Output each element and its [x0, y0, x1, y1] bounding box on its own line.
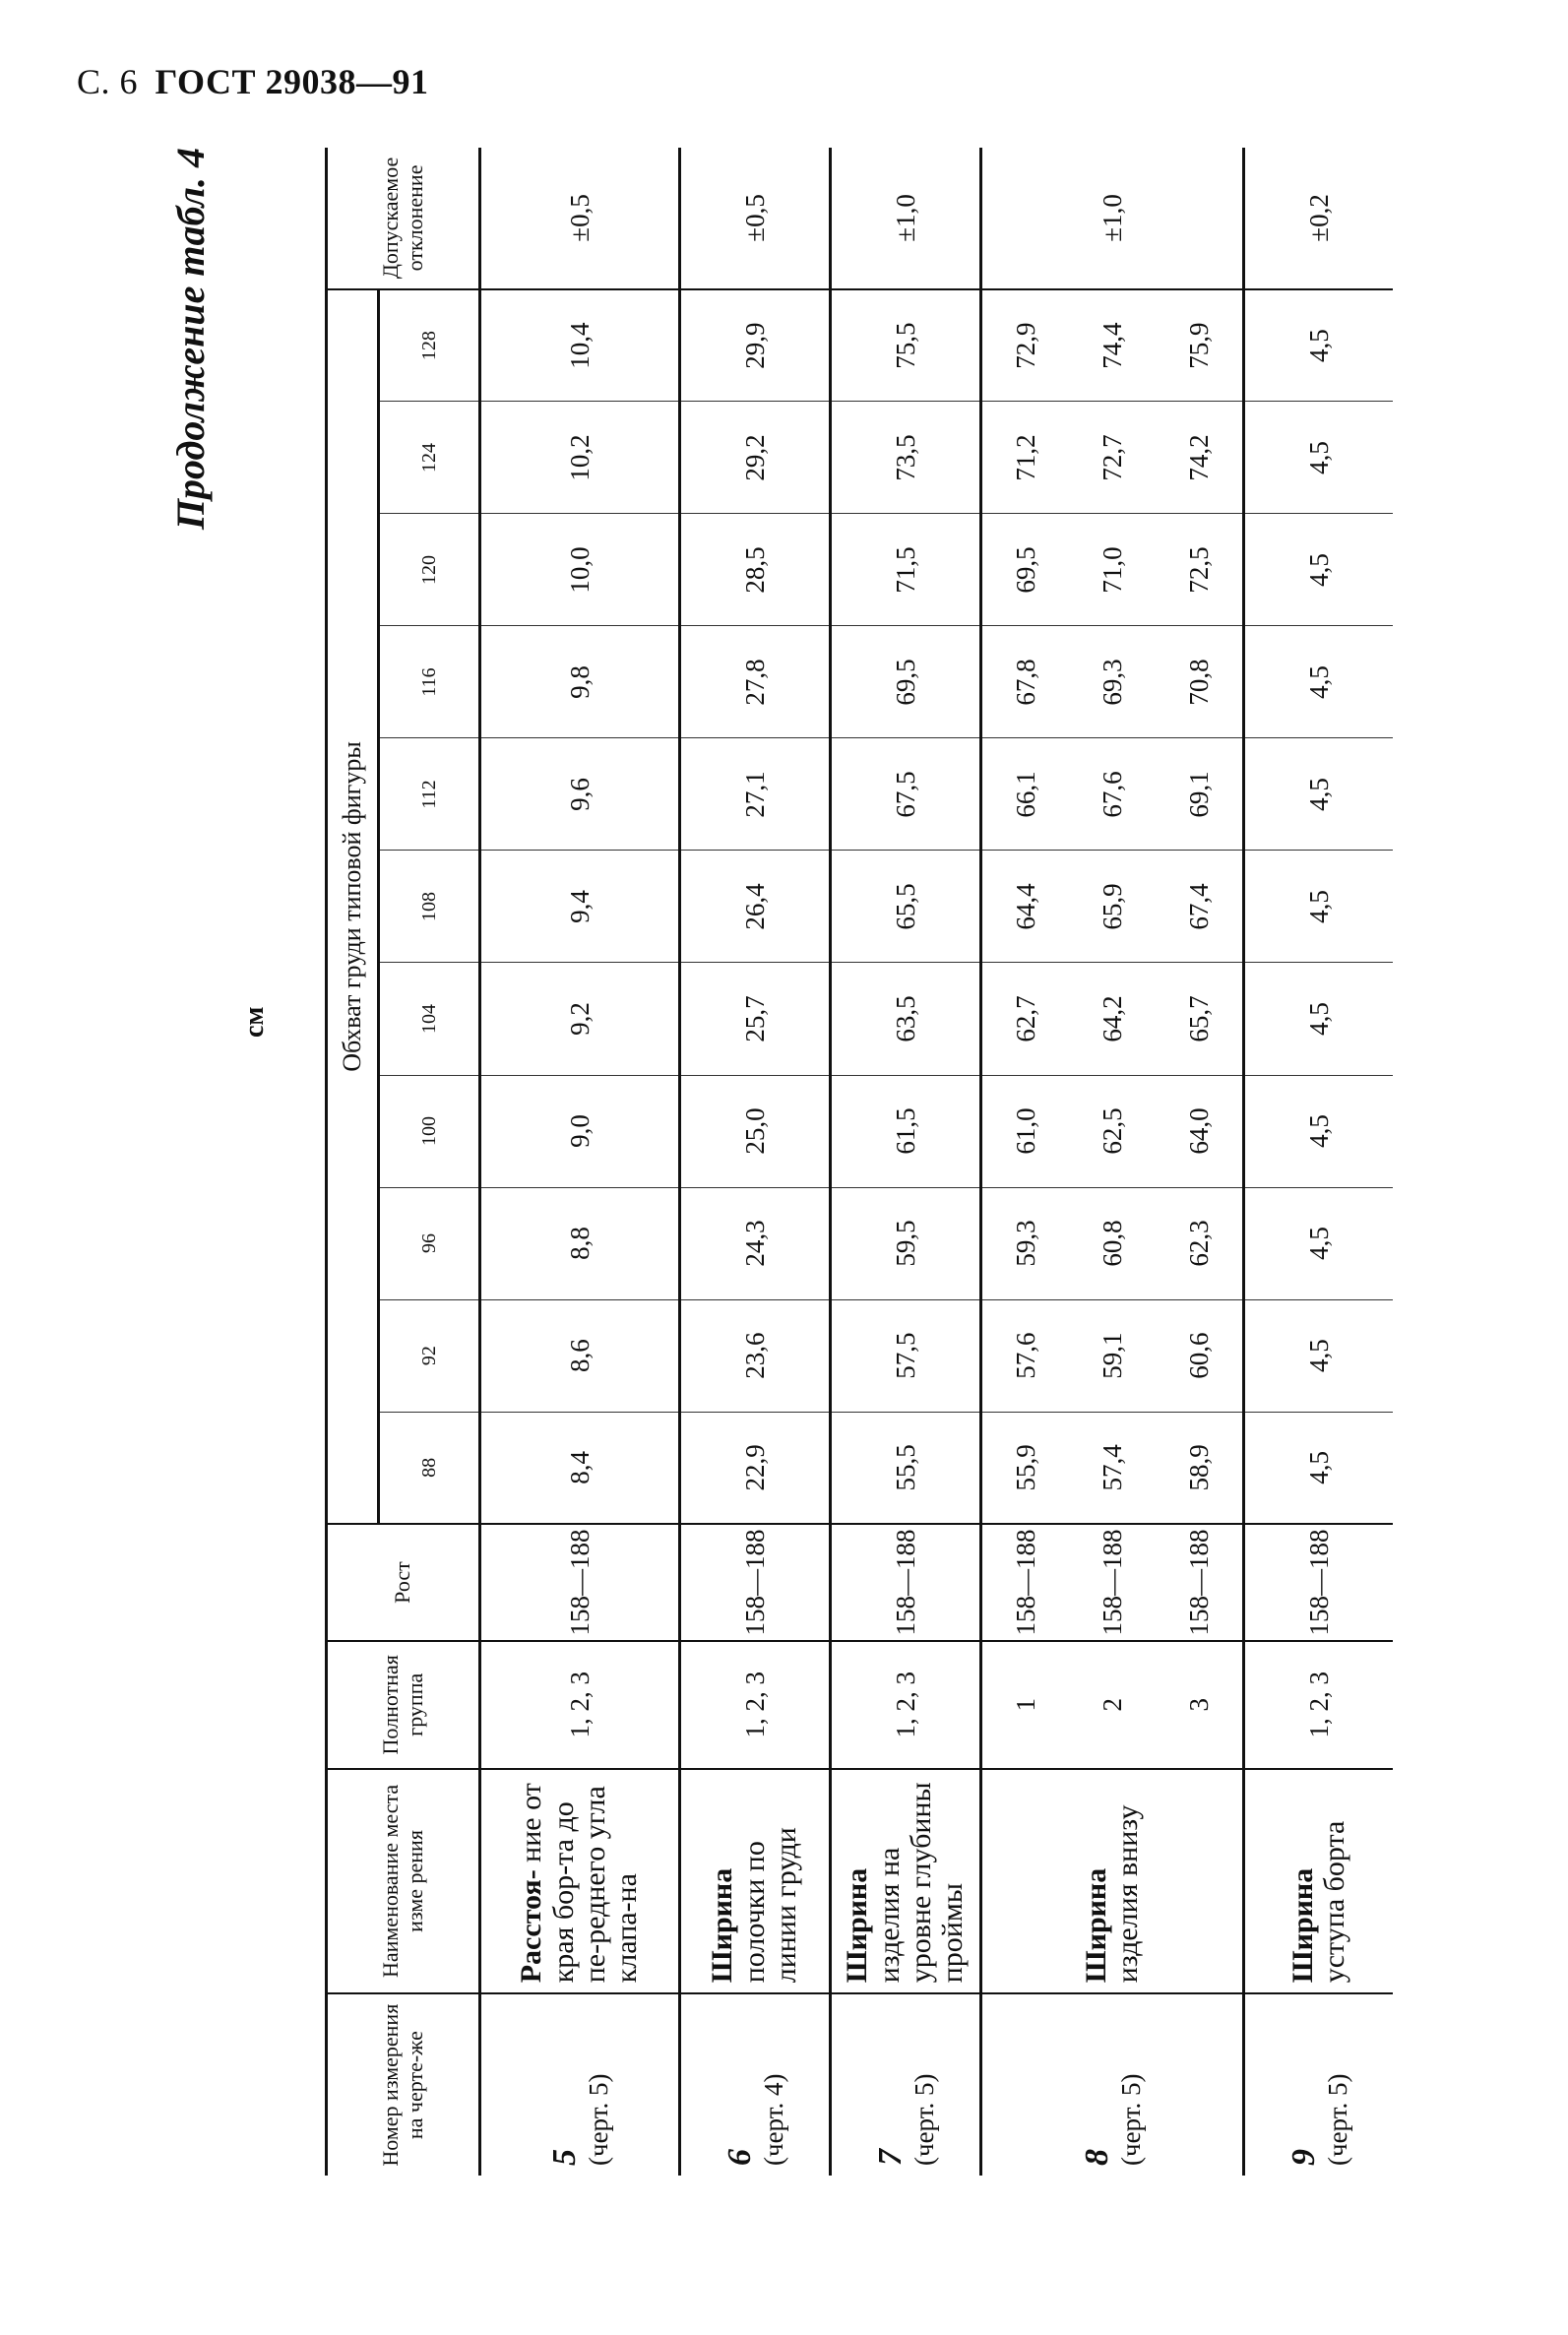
tolerance-cell: ±1,0	[981, 148, 1244, 289]
group-cell: 2	[1069, 1641, 1156, 1769]
units-label: см	[239, 1006, 270, 1038]
value-cell: 70,8	[1156, 626, 1244, 738]
group-cell: 1, 2, 3	[1244, 1641, 1394, 1769]
value-cell: 63,5	[831, 963, 981, 1075]
value-cell: 25,7	[680, 963, 831, 1075]
height-cell: 158—188	[480, 1524, 680, 1641]
tolerance-cell: ±1,0	[831, 148, 981, 289]
height-cell: 158—188	[680, 1524, 831, 1641]
value-cell: 4,5	[1244, 1187, 1394, 1299]
value-cell: 25,0	[680, 1075, 831, 1187]
value-cell: 72,9	[981, 289, 1070, 402]
value-cell: 65,5	[831, 851, 981, 963]
value-cell: 67,8	[981, 626, 1070, 738]
col-height-header: Рост	[327, 1524, 480, 1641]
value-cell: 57,4	[1069, 1412, 1156, 1524]
chest-size-92: 92	[379, 1299, 480, 1412]
col-number-header: Номер измерения на черте-же	[327, 1993, 480, 2176]
page-number: С. 6	[77, 62, 139, 101]
value-cell: 62,7	[981, 963, 1070, 1075]
value-cell: 75,5	[831, 289, 981, 402]
value-cell: 4,5	[1244, 1075, 1394, 1187]
value-cell: 27,8	[680, 626, 831, 738]
value-cell: 4,5	[1244, 402, 1394, 514]
value-cell: 4,5	[1244, 1412, 1394, 1524]
value-cell: 9,2	[480, 963, 680, 1075]
value-cell: 69,5	[981, 514, 1070, 626]
table-row	[831, 148, 981, 2176]
chest-size-116: 116	[379, 626, 480, 738]
value-cell: 72,5	[1156, 514, 1244, 626]
chest-size-96: 96	[379, 1187, 480, 1299]
measurement-name-cell	[480, 1769, 680, 1994]
value-cell: 62,3	[1156, 1187, 1244, 1299]
value-cell: 72,7	[1069, 402, 1156, 514]
value-cell: 58,9	[1156, 1412, 1244, 1524]
value-cell: 55,5	[831, 1412, 981, 1524]
value-cell: 67,5	[831, 738, 981, 851]
value-cell: 4,5	[1244, 851, 1394, 963]
group-cell: 1, 2, 3	[680, 1641, 831, 1769]
drawing-reference: (черт. 4)	[758, 2073, 788, 2166]
value-cell: 69,5	[831, 626, 981, 738]
tolerance-cell: ±0,5	[680, 148, 831, 289]
group-cell: 1	[981, 1641, 1070, 1769]
value-cell: 59,5	[831, 1187, 981, 1299]
value-cell: 4,5	[1244, 963, 1394, 1075]
dimensions-table	[325, 148, 1393, 2176]
value-cell: 28,5	[680, 514, 831, 626]
value-cell: 9,4	[480, 851, 680, 963]
value-cell: 8,6	[480, 1299, 680, 1412]
value-cell: 59,3	[981, 1187, 1070, 1299]
measurement-name-first: Ширина	[841, 1867, 874, 1984]
value-cell: 67,4	[1156, 851, 1244, 963]
chest-size-88: 88	[379, 1412, 480, 1524]
value-cell: 8,8	[480, 1187, 680, 1299]
chest-size-128: 128	[379, 289, 480, 402]
height-cell: 158—188	[1156, 1524, 1244, 1641]
value-cell: 69,3	[1069, 626, 1156, 738]
tolerance-cell: ±0,2	[1244, 148, 1394, 289]
chest-size-100: 100	[379, 1075, 480, 1187]
chest-size-120: 120	[379, 514, 480, 626]
measurement-number: 8	[1078, 2149, 1115, 2166]
value-cell: 69,1	[1156, 738, 1244, 851]
value-cell: 24,3	[680, 1187, 831, 1299]
drawing-reference: (черт. 5)	[583, 2073, 613, 2166]
table-row	[981, 148, 1070, 2176]
value-cell: 9,6	[480, 738, 680, 851]
rotated-table-area	[167, 148, 1447, 2176]
value-cell: 9,8	[480, 626, 680, 738]
page-header	[77, 61, 428, 102]
table-row	[680, 148, 831, 2176]
measurement-name-cell	[680, 1769, 831, 1994]
group-cell: 1, 2, 3	[831, 1641, 981, 1769]
value-cell: 64,4	[981, 851, 1070, 963]
measurement-number-cell	[480, 1993, 680, 2176]
tolerance-cell: ±0,5	[480, 148, 680, 289]
measurement-name-rest: ние от края бор-та до пе-реднего угла клапа-на	[515, 1783, 644, 1984]
measurement-number: 9	[1285, 2149, 1322, 2166]
value-cell: 59,1	[1069, 1299, 1156, 1412]
value-cell: 4,5	[1244, 626, 1394, 738]
value-cell: 57,6	[981, 1299, 1070, 1412]
value-cell: 74,4	[1069, 289, 1156, 402]
value-cell: 10,2	[480, 402, 680, 514]
value-cell: 71,2	[981, 402, 1070, 514]
measurement-name-rest: уступа борта	[1318, 1820, 1350, 1984]
value-cell: 10,4	[480, 289, 680, 402]
value-cell: 22,9	[680, 1412, 831, 1524]
table-row	[480, 148, 680, 2176]
value-cell: 8,4	[480, 1412, 680, 1524]
value-cell: 60,8	[1069, 1187, 1156, 1299]
value-cell: 61,0	[981, 1075, 1070, 1187]
drawing-reference: (черт. 5)	[1115, 2073, 1146, 2166]
value-cell: 4,5	[1244, 1299, 1394, 1412]
measurement-name-cell	[981, 1769, 1244, 1994]
height-cell: 158—188	[981, 1524, 1070, 1641]
value-cell: 74,2	[1156, 402, 1244, 514]
value-cell: 4,5	[1244, 289, 1394, 402]
col-chest-header: Обхват груди типовой фигуры	[327, 289, 379, 1524]
value-cell: 29,9	[680, 289, 831, 402]
chest-size-108: 108	[379, 851, 480, 963]
measurement-number-cell	[680, 1993, 831, 2176]
measurement-number-cell	[1244, 1993, 1394, 2176]
table-row	[1244, 148, 1394, 2176]
measurement-number: 5	[545, 2149, 583, 2166]
col-tolerance-header: Допускаемое отклонение	[327, 148, 480, 289]
value-cell: 64,2	[1069, 963, 1156, 1075]
measurement-name-first: Ширина	[1286, 1867, 1319, 1984]
group-cell: 3	[1156, 1641, 1244, 1769]
measurement-name-rest: полочки по линии груди	[737, 1827, 803, 1984]
measurement-name-cell	[831, 1769, 981, 1994]
measurement-name-first: Ширина	[1079, 1867, 1112, 1984]
value-cell: 9,0	[480, 1075, 680, 1187]
value-cell: 75,9	[1156, 289, 1244, 402]
measurement-name-rest: изделия внизу	[1111, 1804, 1144, 1984]
col-group-header: Полнотная группа	[327, 1641, 480, 1769]
value-cell: 10,0	[480, 514, 680, 626]
value-cell: 66,1	[981, 738, 1070, 851]
value-cell: 73,5	[831, 402, 981, 514]
measurement-name-first: Расстоя-	[515, 1869, 548, 1984]
value-cell: 55,9	[981, 1412, 1070, 1524]
value-cell: 71,5	[831, 514, 981, 626]
value-cell: 71,0	[1069, 514, 1156, 626]
height-cell: 158—188	[1069, 1524, 1156, 1641]
table-body	[480, 148, 1394, 2176]
value-cell: 67,6	[1069, 738, 1156, 851]
measurement-number-cell	[981, 1993, 1244, 2176]
chest-size-104: 104	[379, 963, 480, 1075]
measurement-name-rest: изделия на уровне глубины проймы	[872, 1782, 970, 1984]
measurement-name-first: Ширина	[706, 1867, 739, 1984]
group-cell: 1, 2, 3	[480, 1641, 680, 1769]
measurement-number: 6	[721, 2149, 758, 2166]
value-cell: 29,2	[680, 402, 831, 514]
measurement-number: 7	[871, 2149, 909, 2166]
value-cell: 65,7	[1156, 963, 1244, 1075]
value-cell: 4,5	[1244, 514, 1394, 626]
value-cell: 65,9	[1069, 851, 1156, 963]
continuation-label: Продолжение табл. 4	[168, 148, 213, 531]
chest-size-124: 124	[379, 402, 480, 514]
value-cell: 27,1	[680, 738, 831, 851]
col-name-header: Наименование места изме рения	[327, 1769, 480, 1994]
value-cell: 60,6	[1156, 1299, 1244, 1412]
value-cell: 26,4	[680, 851, 831, 963]
value-cell: 57,5	[831, 1299, 981, 1412]
measurement-number-cell	[831, 1993, 981, 2176]
value-cell: 64,0	[1156, 1075, 1244, 1187]
height-cell: 158—188	[831, 1524, 981, 1641]
height-cell: 158—188	[1244, 1524, 1394, 1641]
standard-code: ГОСТ 29038—91	[155, 62, 429, 101]
value-cell: 23,6	[680, 1299, 831, 1412]
value-cell: 4,5	[1244, 738, 1394, 851]
value-cell: 61,5	[831, 1075, 981, 1187]
measurement-name-cell	[1244, 1769, 1394, 1994]
drawing-reference: (черт. 5)	[909, 2073, 939, 2166]
drawing-reference: (черт. 5)	[1322, 2073, 1352, 2166]
value-cell: 62,5	[1069, 1075, 1156, 1187]
chest-size-112: 112	[379, 738, 480, 851]
